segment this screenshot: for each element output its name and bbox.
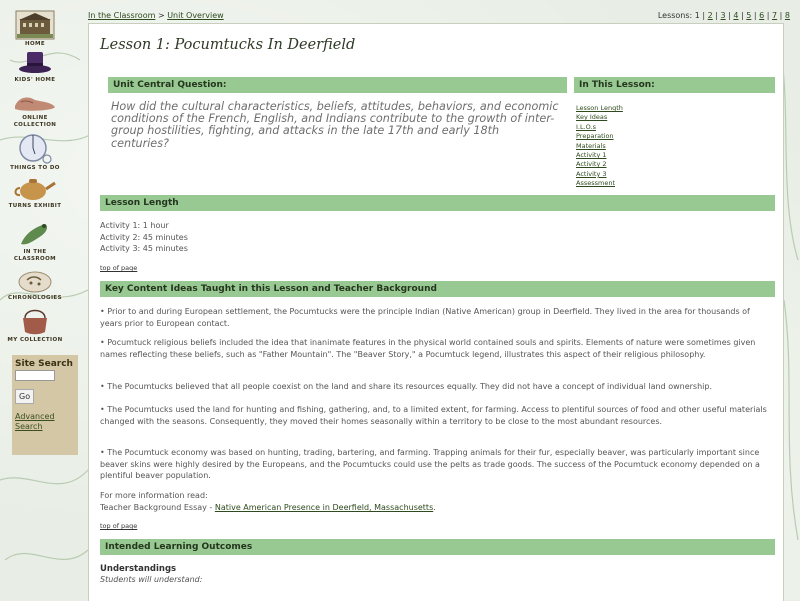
lesson-length-list [100,220,188,255]
key-idea-bullet: • Prior to and during European settlement, the Pocumtucks were the principle Indian (Native American) group in Deerfield. They lived in the area for thousands of years prior to European contact. [100,307,750,328]
in-this-lesson-links [576,104,623,189]
understandings-title: Understandings [100,564,177,574]
in-this-lesson-header: In This Lesson: [574,77,775,93]
toc-link-activity-2[interactable]: Activity 2 [576,160,607,169]
breadcrumb [88,11,224,20]
nav-label: IN THE CLASSROOM [13,249,57,262]
lesson-link-4[interactable]: 4 [733,11,739,20]
toc-link-key-ideas[interactable]: Key Ideas [576,113,608,122]
understandings-subtitle: Students will understand: [100,575,203,584]
lesson-length-header: Lesson Length [100,195,775,211]
lessons-pager: Lessons: 1 | 2 | 3 | 4 | 5 | 6 | 7 | 8 [657,11,790,20]
key-idea-bullet: • Pocumtuck religious beliefs included the idea that inanimate features in the physical world contained souls and spirits. Elements of nature were sometimes given names reflecting these beliefs, such as "Father Mountain". The "Beaver Story," a Pocumtuck legend, illustrates this aspect of their religious philosophy. [100,338,756,359]
nav-item-my-collection[interactable] [4,306,66,344]
advanced-search-link[interactable]: Advanced Search [15,412,55,431]
site-search-input[interactable] [15,370,55,381]
teapot-icon [13,176,57,202]
key-idea-bullet: • The Pocumtuck economy was based on hunting, trading, bartering, and farming. Trapping animals for their fur, especially beaver, was particularly important since beaver skins were highly desired by the Europeans, and the Pocumtucks could use the pelts as trade goods. The success of the Pocumtuck economy depended on a plentiful beaver population. [100,448,760,480]
search-go-button[interactable]: Go [15,389,34,404]
lesson-link-7[interactable]: 7 [772,11,778,20]
toc-link-lesson-length[interactable]: Lesson Length [576,104,623,112]
nav-item-home[interactable] [4,10,66,48]
nav-label: CHRONOLOGIES [8,295,62,301]
nav-label: ONLINE COLLECTION [13,115,57,128]
lessons-label: Lessons: [657,11,693,20]
key-idea-bullet: • The Pocumtucks believed that all people coexist on the land and share its resources equally. They did not have a concept of individual land ownership. [100,382,712,391]
essay-prefix: Teacher Background Essay - [100,502,215,512]
lesson-length-item: Activity 1: 1 hour [100,221,169,230]
nav-label: THINGS TO DO [10,165,60,171]
plate-icon [17,270,53,294]
page-title: Lesson 1: Pocumtucks In Deerfield [100,37,356,53]
frog-icon [15,220,55,248]
toc-link-activity-1[interactable]: Activity 1 [576,151,607,160]
site-search-panel [12,355,78,455]
lesson-current: 1 [694,11,700,20]
lesson-length-item: Activity 2: 45 minutes [100,232,188,242]
breadcrumb-in-the-classroom[interactable]: In the Classroom [88,11,156,20]
shoe-icon [13,92,57,114]
bicycle-icon [17,132,53,164]
nav-item-things-to-do[interactable] [4,132,66,172]
top-of-page-link[interactable]: top of page [100,522,138,530]
toc-link-assessment[interactable]: Assessment [576,179,615,188]
nav-label: HOME [24,41,46,47]
nav-label: MY COLLECTION [7,337,63,343]
nav-label: KIDS' HOME [14,77,56,83]
nav-item-chronologies[interactable] [4,270,66,302]
lesson-link-3[interactable]: 3 [720,11,726,20]
toc-link-ilos[interactable]: I.L.O.s [576,122,596,131]
left-navigation [0,0,88,600]
lesson-link-5[interactable]: 5 [746,11,752,20]
lesson-link-6[interactable]: 6 [759,11,765,20]
toc-link-activity-3[interactable]: Activity 3 [576,169,607,178]
breadcrumb-separator: > [157,11,165,20]
key-ideas-header: Key Content Ideas Taught in this Lesson and Teacher Background [100,281,775,297]
nav-item-in-the-classroom[interactable] [4,220,66,263]
site-search-title: Site Search [15,359,73,369]
nav-item-turns-exhibit[interactable] [4,176,66,210]
nav-item-online-collection[interactable] [4,92,66,129]
essay-suffix: . [433,502,436,512]
main-content [88,23,784,601]
more-info-block [100,490,770,513]
toc-link-preparation[interactable]: Preparation [576,132,614,141]
kettle-icon [19,306,51,336]
essay-link[interactable]: Native American Presence in Deerfield, Massachusetts [214,502,434,512]
top-of-page-link[interactable]: top of page [100,264,138,272]
toc-link-materials[interactable]: Materials [576,141,606,150]
learning-outcomes-header: Intended Learning Outcomes [100,539,775,555]
central-question-text: How did the cultural characteristics, beliefs, attitudes, behaviors, and economic conditions of the French, English, and Indians contribute to the growth of inter-group hostilities, fighting, and attacks in the late 17th and early 18th centuries? [111,100,559,150]
lesson-link-8[interactable]: 8 [784,11,790,20]
lesson-length-item: Activity 3: 45 minutes [100,244,188,253]
key-idea-bullet: • The Pocumtucks used the land for hunting and fishing, gathering, and, to a limited extent, for farming. Access to plentiful sources of food and other useful materials changed with the seasons. Consequently, they moved their homes seasonally within a territory to be close to the most abundant resources. [100,405,767,426]
nav-item-kids-home[interactable] [4,50,66,84]
more-info-label: For more information read: [100,491,208,500]
nav-label: TURNS EXHIBIT [8,203,62,209]
breadcrumb-unit-overview[interactable]: Unit Overview [167,11,224,20]
house-icon [15,10,55,40]
top-hat-icon [17,50,53,76]
central-question-header: Unit Central Question: [108,77,567,93]
lesson-link-2[interactable]: 2 [707,11,713,20]
